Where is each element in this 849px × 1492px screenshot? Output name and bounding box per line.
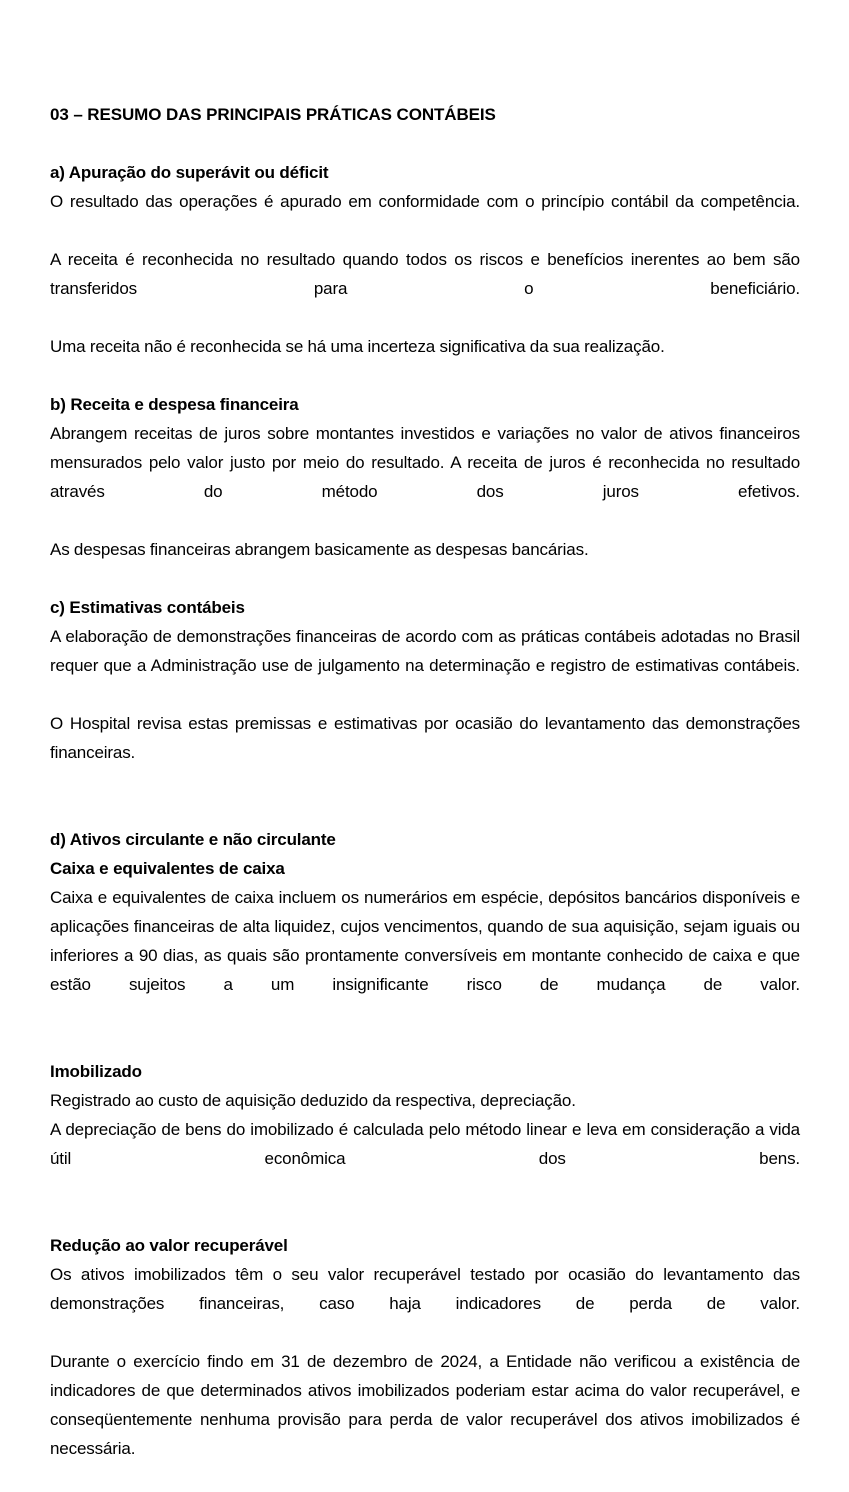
section-d-ativos-circulante-nao-circulante [50,825,800,1028]
section-heading: d) Ativos circulante e não circulante [50,830,336,849]
paragraph: Caixa e equivalentes de caixa incluem os numerários em espécie, depósitos bancários disponíveis e aplicações financeiras de alta liquidez, cujos vencimentos, quando de sua aquisição, sejam iguais ou inferiores a 90 dias, as quais são prontamente conversíveis em montante conhecido de caixa e que estão sujeitos a um insignificante risco de mudança de valor. [50,888,800,994]
section-a-apuracao-superavit-deficit [50,158,800,361]
paragraph: Abrangem receitas de juros sobre montantes investidos e variações no valor de ativos financeiros mensurados pelo valor justo por meio do resultado. A receita de juros é reconhecida no resultado através do método dos juros efetivos. [50,424,800,501]
page-title: 03 – RESUMO DAS PRINCIPAIS PRÁTICAS CONTÁBEIS [50,105,496,124]
section-heading: b) Receita e despesa financeira [50,395,299,414]
paragraph: As despesas financeiras abrangem basicamente as despesas bancárias. [50,540,589,559]
paragraph: O resultado das operações é apurado em conformidade com o princípio contábil da competência. [50,192,800,211]
section-c-estimativas-contabeis [50,593,800,796]
section-heading: a) Apuração do superávit ou déficit [50,163,329,182]
paragraph: A elaboração de demonstrações financeiras de acordo com as práticas contábeis adotadas no Brasil requer que a Administração use de julgamento na determinação e registro de estimativas contábeis. [50,627,800,675]
section-heading: Imobilizado [50,1062,142,1081]
paragraph: Uma receita não é reconhecida se há uma incerteza significativa da sua realização. [50,337,665,356]
paragraph: Os ativos imobilizados têm o seu valor recuperável testado por ocasião do levantamento das demonstrações financeiras, caso haja indicadores de perda de valor. [50,1265,800,1313]
paragraph: Durante o exercício findo em 31 de dezembro de 2024, a Entidade não verificou a existência de indicadores de que determinados ativos imobilizados poderiam estar acima do valor recuperável, e conseqüentemente nenhuma provisão para perda de valor recuperável dos ativos imobilizados é necessária. [50,1352,800,1458]
section-heading: Redução ao valor recuperável [50,1236,288,1255]
paragraph: A receita é reconhecida no resultado quando todos os riscos e benefícios inerentes ao bem são transferidos para o beneficiário. [50,250,800,298]
paragraph: Registrado ao custo de aquisição deduzido da respectiva, depreciação. [50,1091,576,1110]
section-subheading: Caixa e equivalentes de caixa [50,859,285,878]
paragraph: A depreciação de bens do imobilizado é calculada pelo método linear e leva em consideração a vida útil econômica dos bens. [50,1120,800,1168]
section-imobilizado [50,1057,800,1202]
section-b-receita-despesa-financeira [50,390,800,564]
paragraph: O Hospital revisa estas premissas e estimativas por ocasião do levantamento das demonstrações financeiras. [50,714,800,762]
section-heading: c) Estimativas contábeis [50,598,245,617]
document-body [50,100,800,1492]
section-reducao-valor-recuperavel [50,1231,800,1492]
